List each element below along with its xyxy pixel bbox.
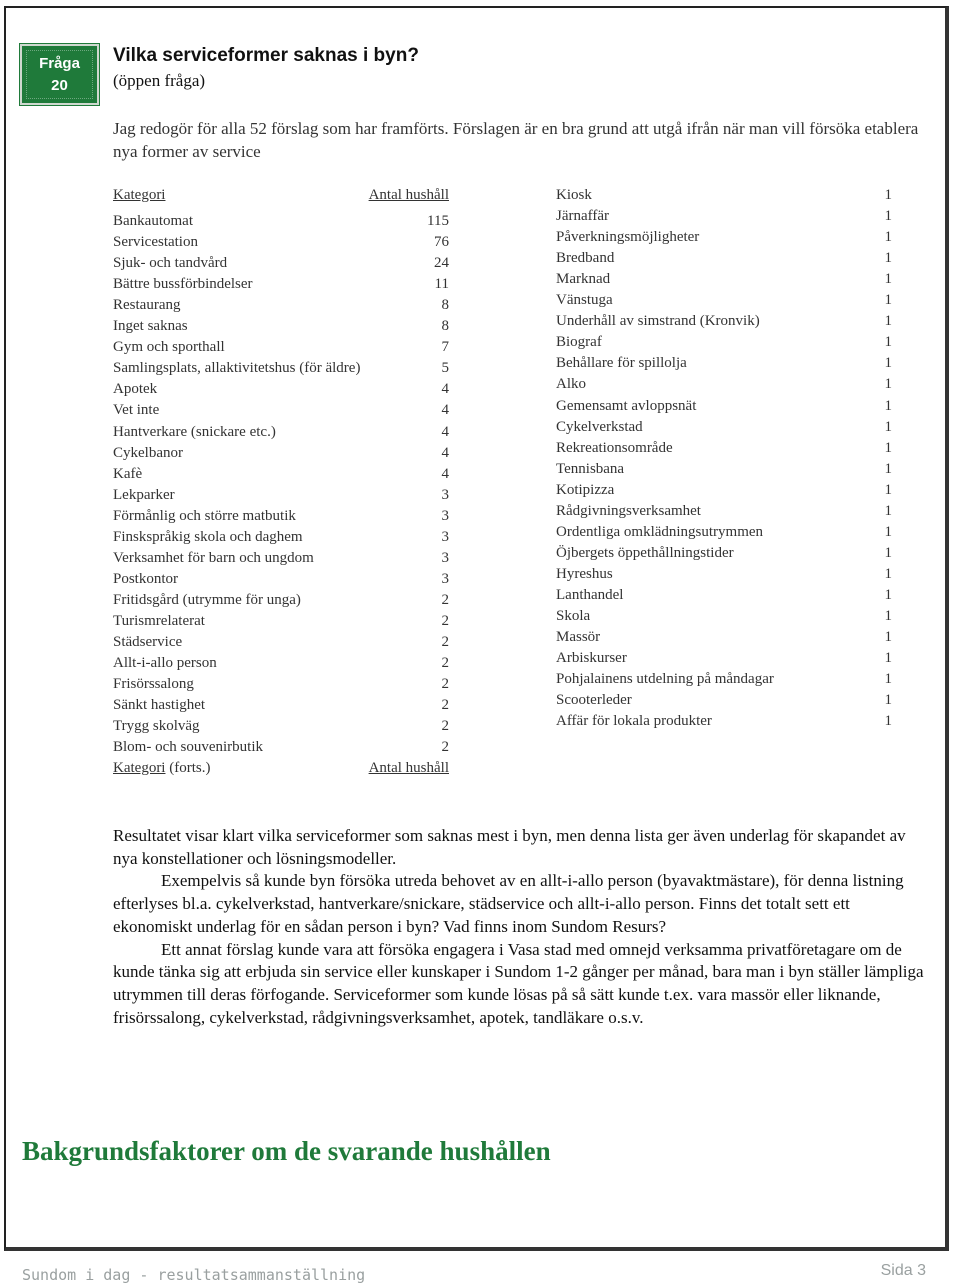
row-value: 115 bbox=[427, 213, 449, 229]
row-value: 4 bbox=[441, 423, 449, 440]
row-label: Blom- och souvenirbutik bbox=[113, 739, 263, 756]
table-row bbox=[556, 332, 892, 353]
table-row bbox=[556, 543, 892, 564]
right-results-table bbox=[556, 185, 896, 745]
row-label: Cykelverkstad bbox=[556, 418, 643, 435]
table-row bbox=[556, 269, 892, 290]
question-title: Vilka serviceformer saknas i byn? bbox=[113, 45, 419, 66]
table-row bbox=[113, 653, 449, 674]
row-label: Inget saknas bbox=[113, 318, 188, 335]
table-row bbox=[556, 438, 892, 459]
table-row bbox=[113, 443, 449, 464]
row-value: 1 bbox=[884, 313, 892, 330]
row-label: Fritidsgård (utrymme för unga) bbox=[113, 591, 301, 608]
table-row bbox=[556, 374, 892, 395]
left-results-table bbox=[113, 185, 453, 785]
row-value: 2 bbox=[441, 612, 449, 629]
table-row bbox=[556, 290, 892, 311]
table-row bbox=[113, 527, 449, 548]
row-value: 2 bbox=[441, 634, 449, 650]
row-value: 1 bbox=[884, 523, 892, 540]
row-value: 4 bbox=[441, 402, 449, 419]
row-label: Järnaffär bbox=[556, 208, 610, 225]
table-row bbox=[113, 232, 449, 253]
row-value: 1 bbox=[884, 397, 892, 414]
question-subtitle: (öppen fråga) bbox=[113, 71, 206, 90]
row-value: 1 bbox=[884, 713, 892, 730]
table-row bbox=[113, 548, 449, 569]
row-value: 1 bbox=[884, 376, 892, 393]
row-label: Bredband bbox=[556, 250, 615, 267]
badge-number: 20 bbox=[51, 77, 68, 94]
row-value: 1 bbox=[884, 334, 892, 351]
row-value: 3 bbox=[441, 507, 449, 524]
row-label: Turismrelaterat bbox=[113, 612, 205, 629]
row-value: 24 bbox=[434, 255, 449, 272]
row-label: Apotek bbox=[113, 381, 158, 398]
table-row bbox=[113, 506, 449, 527]
table-row bbox=[113, 358, 449, 379]
row-label: Gemensamt avloppsnät bbox=[556, 397, 697, 414]
row-value: 76 bbox=[434, 234, 449, 251]
question-intro: Jag redogör för alla 52 förslag som har framförts. Förslagen är en bra grund att utgå ifrån när man vill försöka etablera nya former av service bbox=[113, 119, 919, 161]
row-value: 2 bbox=[441, 676, 449, 693]
table-row bbox=[113, 274, 449, 295]
row-value: 1 bbox=[884, 544, 892, 561]
row-label: Städservice bbox=[113, 634, 183, 650]
row-label: Verksamhet för barn och ungdom bbox=[113, 549, 314, 566]
row-label: Samlingsplats, allaktivitetshus (för äldre) bbox=[113, 360, 361, 377]
paragraph-2: Exempelvis så kunde byn försöka utreda behovet av en allt-i-allo person (byavaktmästare), för denna listning efterlyses bl.a. cykelverkstad, hantverkare/snickare, städservice och allt-i-allo person. Finns det totalt sett ett ekonomiskt underlag för en sådan person i byn? Vad finns inom Sundom Resurs? bbox=[113, 871, 904, 936]
row-label: Kafè bbox=[113, 465, 143, 482]
row-label: Sjuk- och tandvård bbox=[113, 255, 228, 272]
row-value: 1 bbox=[884, 187, 892, 203]
table-row bbox=[556, 627, 892, 648]
row-label: Behållare för spillolja bbox=[556, 355, 687, 372]
row-value: 4 bbox=[441, 444, 449, 461]
row-label: Restaurang bbox=[113, 297, 181, 314]
row-label: Rådgivningsverksamhet bbox=[556, 502, 701, 519]
footer-category: Kategori bbox=[113, 760, 166, 777]
header-count: Antal hushåll bbox=[368, 187, 449, 203]
table-row bbox=[113, 211, 449, 232]
row-value: 1 bbox=[884, 271, 892, 288]
row-value: 3 bbox=[441, 486, 449, 503]
table-row bbox=[113, 611, 449, 632]
row-label: Förmånlig och större matbutik bbox=[113, 507, 296, 524]
row-value: 8 bbox=[441, 297, 449, 314]
row-label: Postkontor bbox=[113, 570, 179, 587]
table-row bbox=[113, 295, 449, 316]
row-value: 7 bbox=[441, 339, 449, 356]
paragraph-1: Resultatet visar klart vilka serviceformer som saknas mest i byn, men denna lista ger även underlag för skapandet av nya konstellationer och lösningsmodeller. bbox=[113, 826, 906, 868]
row-label: Arbiskurser bbox=[556, 650, 627, 667]
table-row bbox=[556, 564, 892, 585]
table-row bbox=[113, 590, 449, 611]
row-label: Pohjalainens utdelning på måndagar bbox=[556, 671, 774, 688]
table-header-row bbox=[113, 185, 449, 206]
row-label: Finskspråkig skola och daghem bbox=[113, 528, 303, 545]
row-label: Frisörssalong bbox=[113, 676, 194, 693]
table-row bbox=[556, 311, 892, 332]
row-label: Lanthandel bbox=[556, 586, 624, 603]
row-value: 1 bbox=[884, 502, 892, 519]
row-label: Kotipizza bbox=[556, 481, 615, 498]
table-row bbox=[113, 253, 449, 274]
table-row bbox=[113, 485, 449, 506]
row-value: 1 bbox=[884, 692, 892, 709]
row-label: Massör bbox=[556, 629, 601, 646]
row-value: 1 bbox=[884, 292, 892, 309]
row-value: 5 bbox=[441, 360, 449, 377]
footer-document-title: Sundom i dag - resultatsammanställning bbox=[22, 1266, 366, 1284]
table-row bbox=[556, 248, 892, 269]
table-footer-row bbox=[113, 758, 449, 779]
row-label: Öjbergets öppethållningstider bbox=[556, 544, 734, 561]
row-label: Rekreationsområde bbox=[556, 439, 673, 456]
table-row bbox=[113, 716, 449, 737]
row-value: 11 bbox=[434, 276, 449, 293]
row-value: 2 bbox=[441, 591, 449, 608]
row-value: 1 bbox=[884, 250, 892, 267]
footer-continued: (forts.) bbox=[165, 760, 211, 777]
row-label: Trygg skolväg bbox=[113, 718, 200, 735]
table-row bbox=[556, 669, 892, 690]
question-number-badge bbox=[20, 44, 99, 105]
table-row bbox=[113, 400, 449, 421]
table-row bbox=[113, 569, 449, 590]
table-row bbox=[556, 711, 892, 732]
row-value: 1 bbox=[884, 208, 892, 225]
row-value: 1 bbox=[884, 229, 892, 246]
row-label: Hantverkare (snickare etc.) bbox=[113, 423, 276, 440]
row-value: 8 bbox=[441, 318, 449, 335]
badge-dotted-border bbox=[26, 50, 93, 99]
row-value: 3 bbox=[441, 528, 449, 545]
table-row bbox=[113, 337, 449, 358]
row-value: 2 bbox=[441, 718, 449, 735]
footer-category-cell bbox=[113, 758, 210, 779]
row-label: Scooterleder bbox=[556, 692, 632, 709]
row-label: Servicestation bbox=[113, 234, 198, 251]
row-label: Underhåll av simstrand (Kronvik) bbox=[556, 313, 760, 330]
row-value: 1 bbox=[884, 565, 892, 582]
row-value: 3 bbox=[441, 549, 449, 566]
row-label: Bättre bussförbindelser bbox=[113, 276, 253, 293]
row-label: Gym och sporthall bbox=[113, 339, 225, 356]
row-label: Hyreshus bbox=[556, 565, 613, 582]
row-value: 1 bbox=[884, 608, 892, 624]
row-label: Skola bbox=[556, 608, 591, 624]
table-row bbox=[556, 585, 892, 606]
row-value: 1 bbox=[884, 650, 892, 667]
paragraph-3: Ett annat förslag kunde vara att försöka engagera i Vasa stad med omnejd verksamma privatföretagare om de kunde tänka sig att erbjuda sin service eller kunskaper i Sundom 1-2 gånger per månad, bara man i byn ställer lämpliga utrymmen till deras förfogande. Serviceformer som kunde lösas på så sätt kunde t.ex. vara massör eller liknande, frisörssalong, cykelverkstad, rådgivningsverksamhet, apotek, tandläkare o.s.v. bbox=[113, 939, 924, 1027]
table-row bbox=[113, 695, 449, 716]
row-value: 3 bbox=[441, 570, 449, 587]
row-label: Lekparker bbox=[113, 486, 175, 503]
row-label: Bankautomat bbox=[113, 213, 193, 229]
table-row bbox=[113, 674, 449, 695]
row-value: 4 bbox=[441, 465, 449, 482]
table-row bbox=[556, 185, 892, 206]
table-row bbox=[556, 606, 892, 627]
row-value: 1 bbox=[884, 439, 892, 456]
row-value: 1 bbox=[884, 460, 892, 477]
row-value: 1 bbox=[884, 481, 892, 498]
table-row bbox=[556, 206, 892, 227]
row-label: Tennisbana bbox=[556, 460, 625, 477]
row-value: 4 bbox=[441, 381, 449, 398]
footer-count: Antal hushåll bbox=[368, 760, 449, 777]
row-label: Påverkningsmöjligheter bbox=[556, 229, 700, 246]
row-value: 2 bbox=[441, 697, 449, 714]
row-label: Sänkt hastighet bbox=[113, 697, 206, 714]
row-value: 2 bbox=[441, 739, 449, 756]
header-category: Kategori bbox=[113, 187, 166, 203]
row-label: Alko bbox=[556, 376, 586, 393]
row-value: 1 bbox=[884, 629, 892, 646]
table-row bbox=[113, 632, 449, 653]
row-label: Marknad bbox=[556, 271, 611, 288]
table-row bbox=[113, 464, 449, 485]
row-value: 1 bbox=[884, 355, 892, 372]
table-row bbox=[556, 353, 892, 374]
row-value: 1 bbox=[884, 586, 892, 603]
table-row bbox=[556, 501, 892, 522]
badge-label: Fråga bbox=[39, 55, 80, 72]
row-label: Affär för lokala produkter bbox=[556, 713, 712, 730]
table-row bbox=[556, 227, 892, 248]
row-label: Ordentliga omklädningsutrymmen bbox=[556, 523, 764, 540]
row-label: Allt-i-allo person bbox=[113, 655, 217, 672]
section-heading: Bakgrundsfaktorer om de svarande hushållen bbox=[22, 1136, 551, 1166]
table-row bbox=[556, 690, 892, 711]
table-row bbox=[113, 737, 449, 758]
row-label: Kiosk bbox=[556, 187, 592, 203]
table-row bbox=[113, 379, 449, 400]
row-value: 1 bbox=[884, 418, 892, 435]
row-label: Vänstuga bbox=[556, 292, 613, 309]
table-row bbox=[113, 422, 449, 443]
table-row bbox=[556, 648, 892, 669]
results-discussion bbox=[113, 825, 925, 1029]
row-label: Vet inte bbox=[113, 402, 160, 419]
table-row bbox=[556, 522, 892, 543]
table-row bbox=[556, 459, 892, 480]
table-row bbox=[556, 396, 892, 417]
table-row bbox=[556, 417, 892, 438]
row-value: 1 bbox=[884, 671, 892, 688]
footer-page-number: Sida 3 bbox=[880, 1262, 926, 1279]
table-row bbox=[113, 316, 449, 337]
row-label: Cykelbanor bbox=[113, 444, 183, 461]
row-value: 2 bbox=[441, 655, 449, 672]
row-label: Biograf bbox=[556, 334, 602, 351]
table-row bbox=[556, 480, 892, 501]
